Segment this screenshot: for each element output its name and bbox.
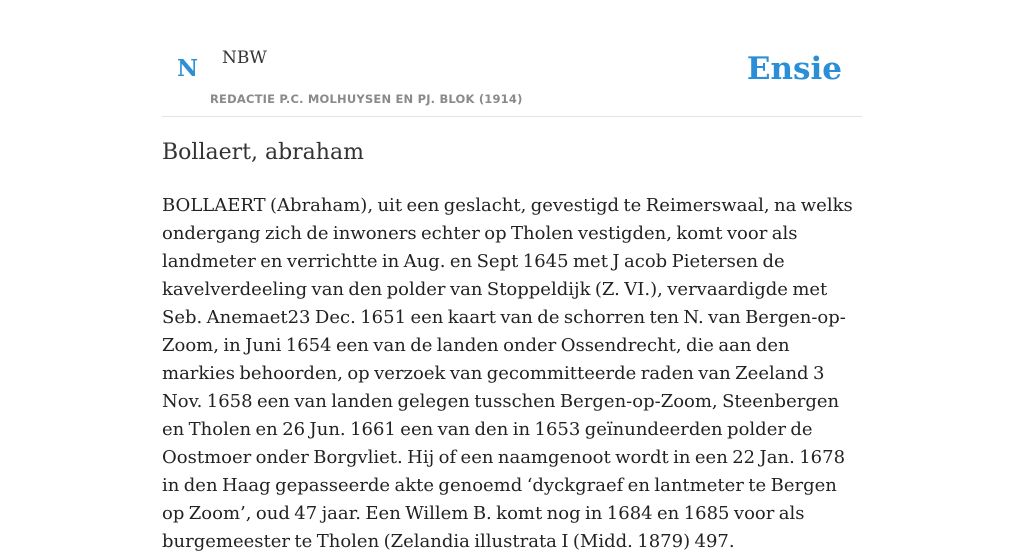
article-body: BOLLAERT (Abraham), uit een geslacht, gevestigd te Reimerswaal, na welks ondergang zich de inwoners echter op Tholen vestigden, komt voor als landmeter en verrichtte in Aug. en Sept 1645 met J acob Pietersen de kavelverdeeling van den polder van Stoppeldijk (Z. VI.), vervaardigde met Seb. Anemaet23 Dec. 1651 een kaart van de schorren ten N. van Bergen-op-Zoom, in Juni 1654 een van de landen onder Ossendrecht, die aan den markies behoorden, op verzoek van gecommitteerde raden van Zeeland 3 Nov. 1658 een van landen gelegen tusschen Bergen-op-Zoom, Steenbergen en Tholen en 26 Jun. 1661 een van den in 1653 geïnundeerden polder de Oostmoer onder Borgvliet. Hij of een naamgenoot wordt in een 22 Jan. 1678 in den Haag gepasseerde akte genoemd ‘dyckgraef en lantmeter te Bergen op Zoom’, oud 47 jaar. Een Willem B. komt nog in 1684 en 1685 voor als burgemeester te Tholen (Zelandia illustrata I (Midd. 1879) 497.: [162, 195, 853, 552]
brand-logo-link[interactable]: Ensie: [746, 51, 842, 87]
source-header: [162, 40, 862, 117]
source-name[interactable]: NBW: [222, 48, 267, 68]
source-subtitle: REDACTIE P.C. MOLHUYSEN EN PJ. BLOK (1914): [210, 92, 523, 106]
source-logo: N: [177, 55, 199, 82]
article-title: Bollaert, abraham: [162, 140, 364, 165]
